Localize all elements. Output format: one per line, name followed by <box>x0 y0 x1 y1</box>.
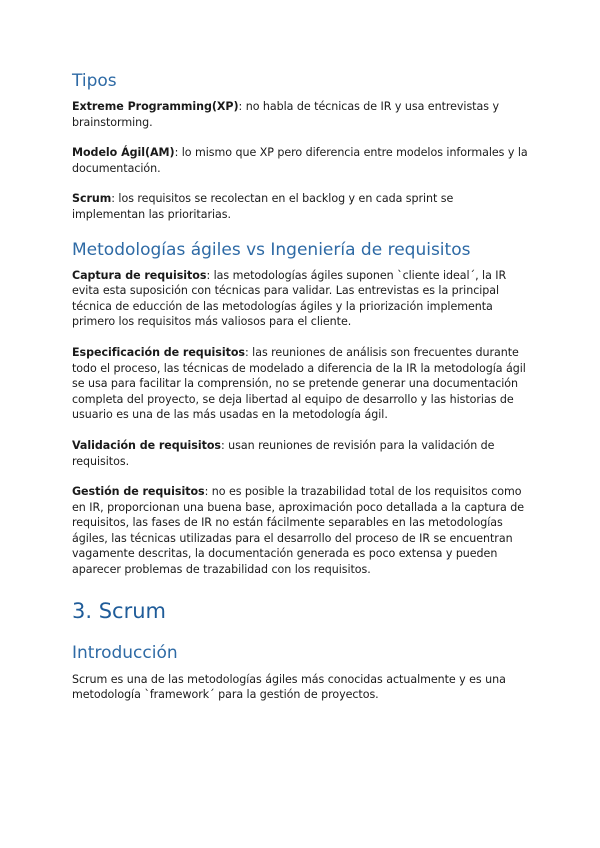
term-scrum: Scrum <box>72 192 112 206</box>
paragraph-text: los requisitos se recolectan en el backlog y en cada sprint se implementan las prioritarias. <box>72 192 454 221</box>
paragraph-captura <box>72 268 528 330</box>
paragraph-text: no es posible la trazabilidad total de los requisitos como en IR, proporcionan una buena base, aproximación poco detallada a la captura de requisitos, las fases de IR no están fácilmente separables en las metodologías ágiles, las técnicas utilizadas para el desarrollo del proceso de IR se encuentran vagamente descritas, la documentación generada es poco extensa y pueden aparecer problemas de trazabilidad con los requisitos. <box>72 485 525 577</box>
paragraph-text: las reuniones de análisis son frecuentes durante todo el proceso, las técnicas de modelado a diferencia de la IR la metodología ágil se usa para facilitar la comprensión, no se pretende generar una documentación completa del proyecto, se deja libertad al equipo de desarrollo y las historias de usuario es una de las más usadas en la metodología ágil. <box>72 345 526 422</box>
term-validacion: Validación de requisitos <box>72 438 221 452</box>
term-am: Modelo Ágil(AM) <box>72 146 175 160</box>
term-gestion: Gestión de requisitos <box>72 485 205 499</box>
term-especificacion: Especificación de requisitos <box>72 345 245 359</box>
paragraph-xp <box>72 99 528 130</box>
paragraph-am <box>72 145 528 176</box>
paragraph-scrum-type <box>72 191 528 222</box>
paragraph-text: las metodologías ágiles suponen `cliente ideal´, la IR evita esta suposición con técnicas para validar. Las entrevistas es la principal técnica de educción de las metodologías ágiles y la priorización implementa primero los requisitos más valiosos para el cliente. <box>72 268 507 329</box>
document-page <box>72 70 528 703</box>
section-heading-metodologias: Metodologías ágiles vs Ingeniería de requisitos <box>72 239 471 260</box>
term-xp: Extreme Programming(XP) <box>72 100 239 113</box>
paragraph-text: no habla de técnicas de IR y usa entrevistas y brainstorming. <box>72 100 499 129</box>
term-separator: : <box>204 485 209 499</box>
paragraph-especificacion <box>72 345 528 423</box>
chapter-heading-scrum: 3. Scrum <box>72 598 166 623</box>
term-separator: : <box>111 192 115 206</box>
term-separator: : <box>238 100 243 113</box>
term-separator: : <box>206 268 211 282</box>
paragraph-text: usan reuniones de revisión para la validación de requisitos. <box>72 438 495 468</box>
term-separator: : <box>220 438 225 452</box>
paragraph-introduccion: Scrum es una de las metodologías ágiles más conocidas actualmente y es una metodología `framework´ para la gestión de proyectos. <box>72 672 506 702</box>
term-captura: Captura de requisitos <box>72 268 207 282</box>
section-heading-introduccion: Introducción <box>72 642 178 663</box>
paragraph-validacion <box>72 438 528 469</box>
term-separator: : <box>244 345 249 359</box>
paragraph-text: lo mismo que XP pero diferencia entre modelos informales y la documentación. <box>72 146 528 175</box>
section-heading-tipos: Tipos <box>72 71 117 91</box>
paragraph-gestion <box>72 484 528 578</box>
term-separator: : <box>174 146 179 160</box>
